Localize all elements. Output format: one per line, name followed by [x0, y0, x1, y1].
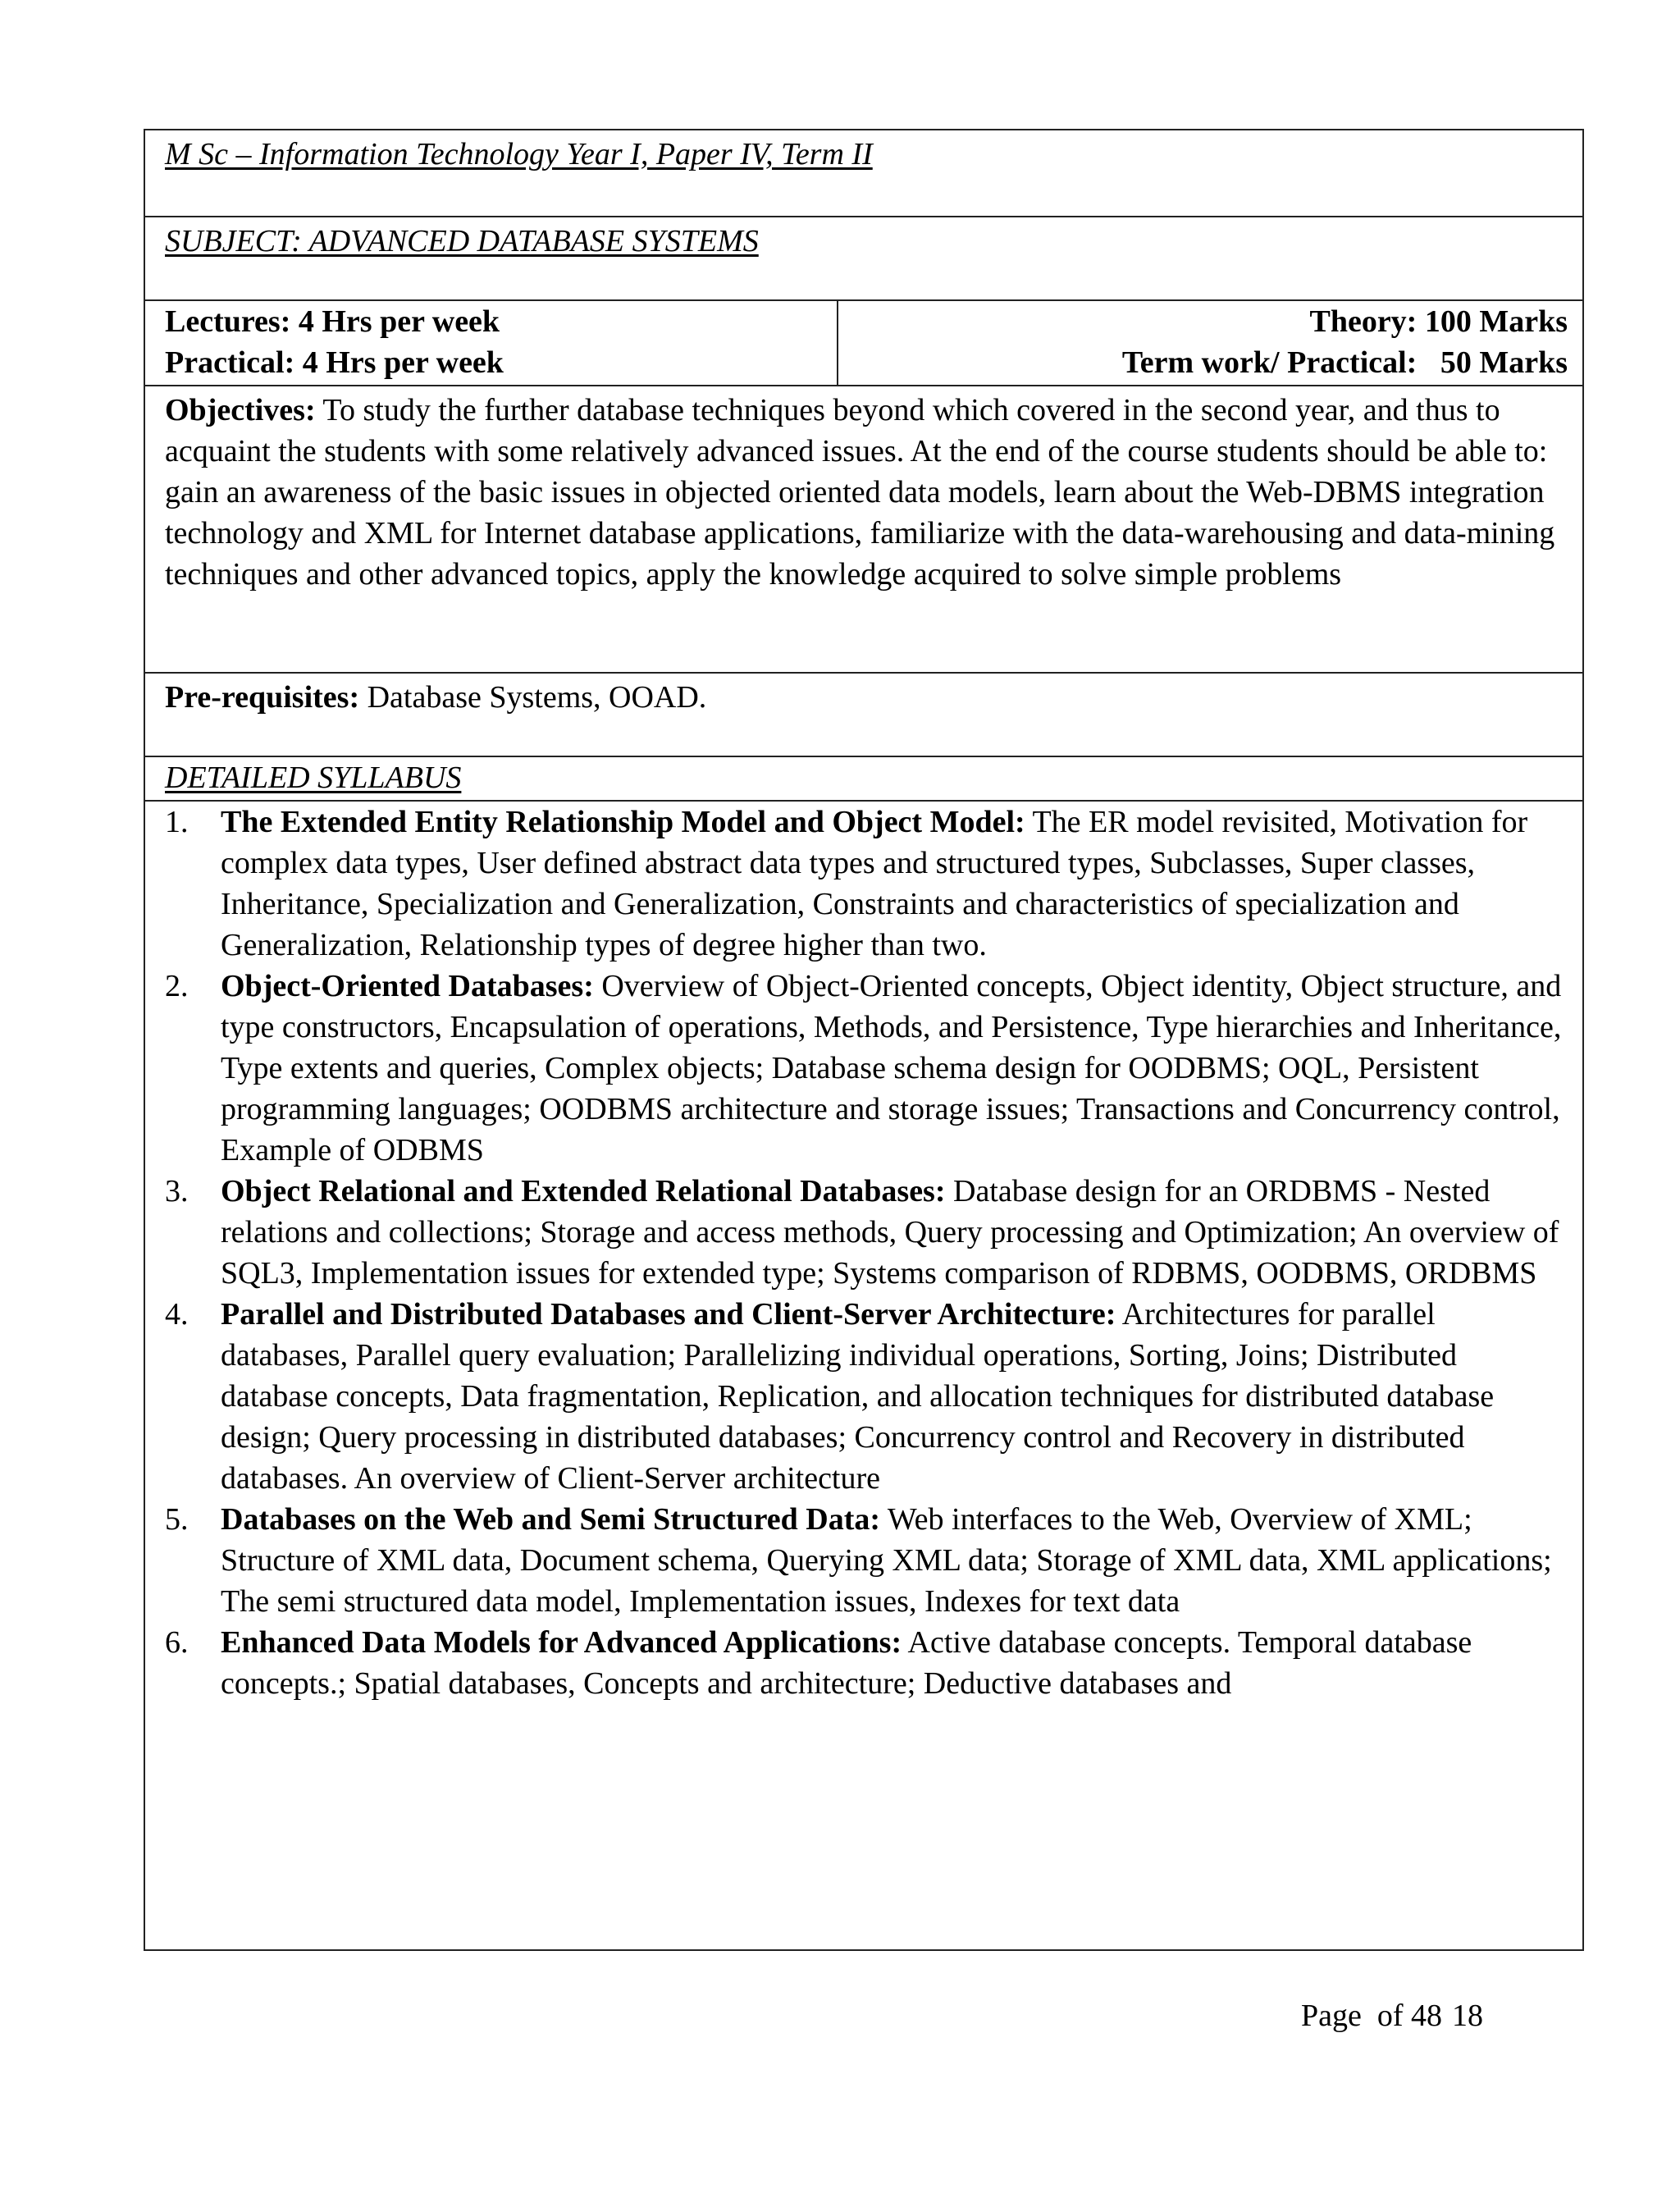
item-title: The Extended Entity Relationship Model and Object Model:: [221, 805, 1025, 839]
termwork-marks: Term work/ Practical: 50 Marks: [1121, 345, 1568, 380]
item-text: Active database concepts. Temporal database concepts.; Spatial databases, Concepts and architecture; Deductive databases and: [221, 1625, 1472, 1701]
prerequisites-row: [145, 674, 1582, 757]
item-number: 1.: [165, 805, 189, 839]
objectives-text: To study the further database techniques beyond which covered in the second year, and thus to acquaint the students with some relatively advanced issues. At the end of the course students should be able to: gain an awareness of the basic issues in objected oriented data models, learn about the Web-DBMS integration technology and XML for Internet database applications, familiarize with the data-warehousing and data-mining techniques and other advanced topics, apply the knowledge acquired to solve simple problems: [165, 393, 1555, 592]
prerequisites-label: Pre-requisites:: [165, 680, 360, 715]
practical-hours: Practical: 4 Hrs per week: [165, 345, 504, 380]
item-number: 2.: [165, 969, 189, 1003]
item-title: Parallel and Distributed Databases and Client-Server Architecture:: [221, 1297, 1116, 1332]
lectures-hours: Lectures: 4 Hrs per week: [165, 304, 500, 339]
item-text: Overview of Object-Oriented concepts, Object identity, Object structure, and type constructors, Encapsulation of operations, Methods, and Persistence, Type hierarchies and Inheritance, Type extents and queries, Complex objects; Database schema design for OODBMS; OQL, Persistent programming languages; OODBMS architecture and storage issues; Transactions and Concurrency control, Example of ODBMS: [221, 969, 1562, 1167]
detailed-syllabus-heading-row: [145, 757, 1582, 802]
item-text: The ER model revisited, Motivation for complex data types, User defined abstract data types and structured types, Subclasses, Super classes, Inheritance, Specialization and Generalization, Constraints and characteristics of specialization and Generalization, Relationship types of degree higher than two.: [221, 805, 1528, 962]
hours-cell: [145, 301, 838, 385]
item-number: 3.: [165, 1174, 189, 1208]
marks-cell: [838, 301, 1582, 385]
syllabus-item-5: [165, 1499, 1566, 1622]
item-text: Web interfaces to the Web, Overview of XML; Structure of XML data, Document schema, Querying XML data; Storage of XML data, XML applications; The semi structured data model, Implementation issues, Indexes for text data: [221, 1502, 1552, 1619]
item-title: Enhanced Data Models for Advanced Applications:: [221, 1625, 902, 1660]
objectives-label: Objectives:: [165, 393, 316, 427]
syllabus-item-6: [165, 1622, 1566, 1704]
item-text: Architectures for parallel databases, Parallel query evaluation; Parallelizing individual operations, Sorting, Joins; Distributed database concepts, Data fragmentation, Replication, and allocation techniques for distributed database design; Query processing in distributed databases; Concurrency control and Recovery in distributed databases. An overview of Client-Server architecture: [221, 1297, 1495, 1496]
page-number: 18: [1452, 1999, 1484, 2033]
hours-marks-row: [145, 301, 1582, 386]
page-label: Page of 48: [1301, 1999, 1443, 2033]
syllabus-item-2: [165, 966, 1566, 1171]
item-number: 5.: [165, 1502, 189, 1537]
detailed-syllabus-heading: DETAILED SYLLABUS: [165, 761, 462, 795]
syllabus-item-4: [165, 1294, 1566, 1499]
syllabus-item-3: [165, 1171, 1566, 1294]
theory-marks: Theory: 100 Marks: [1309, 304, 1568, 339]
item-title: Object-Oriented Databases:: [221, 969, 594, 1003]
item-title: Object Relational and Extended Relational Databases:: [221, 1174, 946, 1208]
objectives-row: [145, 386, 1582, 674]
course-title: M Sc – Information Technology Year I, Paper IV, Term II: [165, 137, 873, 171]
syllabus-table: [144, 129, 1584, 1951]
item-number: 4.: [165, 1297, 189, 1332]
syllabus-list: [145, 802, 1582, 1704]
item-number: 6.: [165, 1625, 189, 1660]
prerequisites-text: Database Systems, OOAD.: [359, 680, 707, 715]
page-footer: [1301, 1995, 1493, 2036]
subject-title: SUBJECT: ADVANCED DATABASE SYSTEMS: [165, 224, 759, 258]
subject-header-row: [145, 217, 1582, 301]
syllabus-item-1: [165, 802, 1566, 966]
item-text: Database design for an ORDBMS - Nested relations and collections; Storage and access methods, Query processing and Optimization; An overview of SQL3, Implementation issues for extended type; Systems comparison of RDBMS, OODBMS, ORDBMS: [221, 1174, 1559, 1291]
item-title: Databases on the Web and Semi Structured Data:: [221, 1502, 881, 1537]
course-header-row: [145, 130, 1582, 217]
